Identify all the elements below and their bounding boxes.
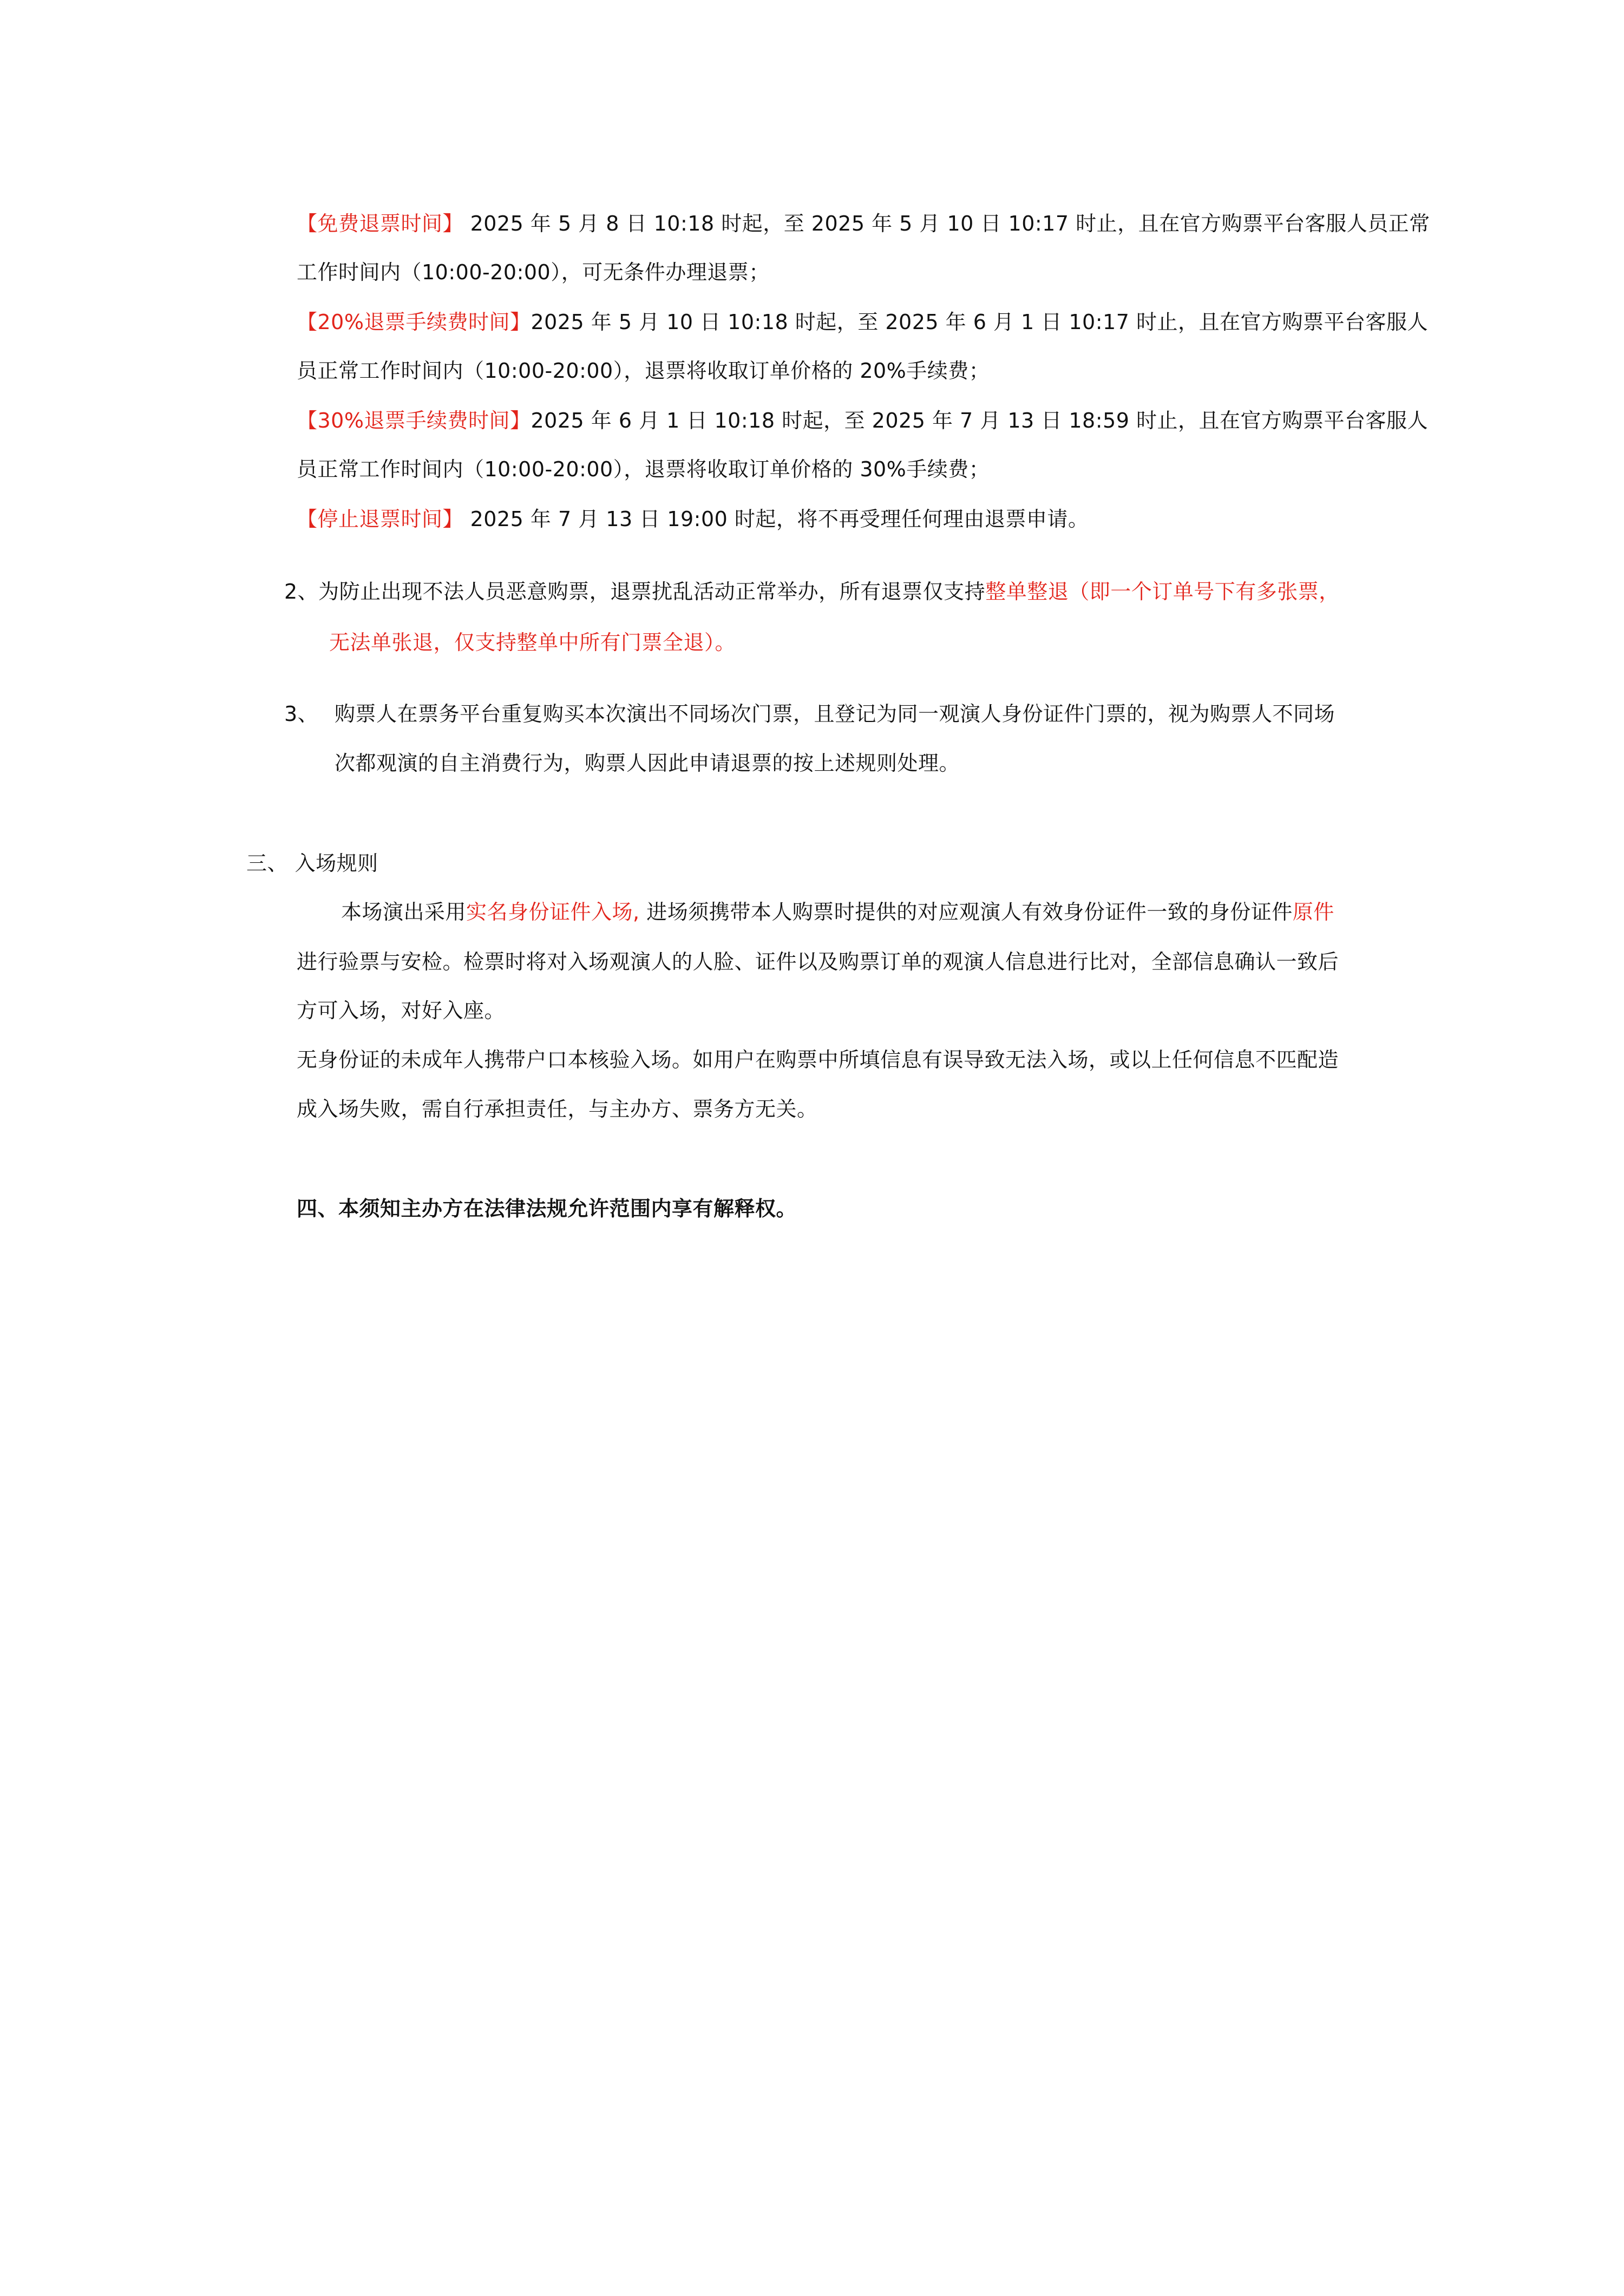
item2-highlight-1: 整单整退（即一个订单号下有多张票，: [985, 580, 1340, 603]
fee20-label: 【20%退票手续费时间】: [297, 310, 531, 334]
item2-line-2: 无法单张退，仅支持整单中所有门票全退）。: [329, 631, 736, 654]
fee20-line-1: [297, 309, 1428, 336]
fee20-text: 2025 年 5 月 10 日 10:18 时起，至 2025 年 6 月 1 日 10:17 时止，且在官方购票平台客服人: [531, 310, 1428, 334]
fee30-text: 2025 年 6 月 1 日 10:18 时起，至 2025 年 7 月 13 日 18:59 时止，且在官方购票平台客服人: [531, 409, 1428, 432]
item3-number: 3、: [284, 702, 319, 726]
section3-p1-line-1: [341, 898, 1334, 926]
stop-refund-label: 【停止退票时间】: [297, 507, 464, 531]
item3-line-1: 购票人在票务平台重复购买本次演出不同场次门票，且登记为同一观演人身份证件门票的，视为购票人不同场: [335, 702, 1335, 726]
section3-heading: 三、 入场规则: [246, 851, 378, 875]
item3-line-2: 次都观演的自主消费行为，购票人因此申请退票的按上述规则处理。: [335, 751, 960, 775]
section3-p1-line-3: 方可入场，对好入座。: [297, 999, 506, 1022]
section3-p1-line-2: 进行验票与安检。检票时将对入场观演人的人脸、证件以及购票订单的观演人信息进行比对，全部信息确认一致后: [297, 950, 1339, 974]
section3-p1-prefix: 本场演出采用: [341, 900, 467, 924]
item2-line-1: [284, 578, 1340, 605]
free-refund-label: 【免费退票时间】: [297, 212, 464, 235]
free-refund-line-2: 工作时间内（10:00-20:00），可无条件办理退票；: [297, 260, 770, 284]
fee30-line-2: 员正常工作时间内（10:00-20:00），退票将收取订单价格的 30%手续费；: [297, 457, 990, 481]
fee30-line-1: [297, 407, 1428, 434]
item2-prefix: 2、为防止出现不法人员恶意购票，退票扰乱活动正常举办，所有退票仅支持: [284, 580, 986, 603]
fee30-label: 【30%退票手续费时间】: [297, 409, 531, 432]
free-refund-text: 2025 年 5 月 8 日 10:18 时起，至 2025 年 5 月 10 日 10:17 时止，且在官方购票平台客服人员正常: [463, 212, 1430, 235]
fee20-line-2: 员正常工作时间内（10:00-20:00），退票将收取订单价格的 20%手续费；: [297, 359, 990, 383]
section4-heading: 四、本须知主办方在法律法规允许范围内享有解释权。: [297, 1197, 797, 1221]
stop-refund-text: 2025 年 7 月 13 日 19:00 时起，将不再受理任何理由退票申请。: [463, 507, 1089, 531]
stop-refund-line: [297, 506, 1089, 533]
section3-p2-line-2: 成入场失败，需自行承担责任，与主办方、票务方无关。: [297, 1097, 818, 1121]
section3-p1-highlight2: 原件: [1292, 900, 1334, 924]
free-refund-line-1: [297, 210, 1430, 237]
section3-p1-mid: 进场须携带本人购票时提供的对应观演人有效身份证件一致的身份证件: [639, 900, 1293, 924]
section3-p2-line-1: 无身份证的未成年人携带户口本核验入场。如用户在购票中所填信息有误导致无法入场，或以上任何信息不匹配造: [297, 1048, 1339, 1072]
section3-p1-highlight: 实名身份证件入场,: [466, 900, 640, 924]
